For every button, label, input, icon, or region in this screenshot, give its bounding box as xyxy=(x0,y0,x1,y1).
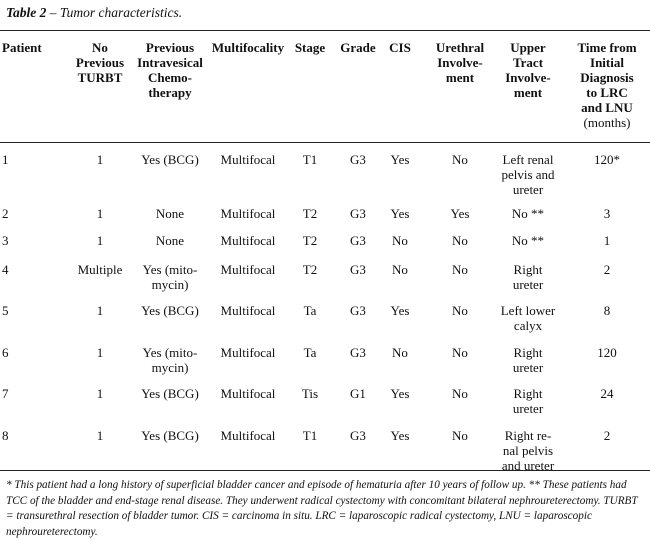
header-line: TURBT xyxy=(77,70,123,85)
cell-r1-grade: G3 xyxy=(350,152,366,167)
cell-r6-multifocality: Multifocal xyxy=(220,345,276,360)
cell-r4-time: 2 xyxy=(603,262,611,277)
cell-r4-urethral: No xyxy=(452,262,468,277)
cell-r7-time: 24 xyxy=(600,386,614,401)
cell-r5-upper-tract: Left lower calyx xyxy=(500,303,556,333)
header-line: Upper xyxy=(510,40,546,55)
header-line: Time from xyxy=(577,40,637,55)
cell-r6-grade: G3 xyxy=(350,345,366,360)
header-upper-tract xyxy=(492,40,564,100)
caption-separator: – xyxy=(46,5,60,20)
cell-r2-patient: 2 xyxy=(2,206,9,221)
header-cis xyxy=(386,40,414,55)
header-line: Intravesical xyxy=(137,55,203,70)
cell-r6-previous-intravesical: Yes (mito- mycin) xyxy=(142,345,198,375)
cell-r5-urethral: No xyxy=(452,303,468,318)
header-line: Multifocality xyxy=(211,40,285,55)
header-line: ment xyxy=(445,70,475,85)
header-line: to LRC xyxy=(586,85,628,100)
header-rule xyxy=(0,142,650,143)
cell-r1-no-previous-turbt: 1 xyxy=(96,152,104,167)
cell-r4-no-previous-turbt: Multiple xyxy=(77,262,123,277)
cell-r1-cis: Yes xyxy=(390,152,410,167)
cell-r7-stage: Tis xyxy=(301,386,319,401)
cell-r7-previous-intravesical: Yes (BCG) xyxy=(141,386,199,401)
cell-r8-upper-tract: Right re- nal pelvis and ureter xyxy=(501,428,555,473)
cell-r6-upper-tract: Right ureter xyxy=(512,345,544,375)
header-line: Grade xyxy=(340,40,376,55)
cell-r2-multifocality: Multifocal xyxy=(220,206,276,221)
cell-r1-stage: T1 xyxy=(302,152,318,167)
cell-r8-cis: Yes xyxy=(390,428,410,443)
cell-r2-urethral: Yes xyxy=(450,206,470,221)
header-grade xyxy=(339,40,377,55)
cell-r1-patient: 1 xyxy=(2,152,9,167)
header-stage xyxy=(293,40,327,55)
cell-r8-no-previous-turbt: 1 xyxy=(96,428,104,443)
table-label: Table 2 xyxy=(6,5,47,20)
cell-r8-time: 2 xyxy=(603,428,611,443)
cell-r1-urethral: No xyxy=(452,152,468,167)
cell-r8-stage: T1 xyxy=(302,428,318,443)
cell-r8-previous-intravesical: Yes (BCG) xyxy=(141,428,199,443)
cell-r8-urethral: No xyxy=(452,428,468,443)
cell-r8-grade: G3 xyxy=(350,428,366,443)
cell-r6-cis: No xyxy=(392,345,408,360)
cell-r4-cis: No xyxy=(392,262,408,277)
cell-r6-stage: Ta xyxy=(303,345,317,360)
cell-r1-time: 120* xyxy=(594,152,620,167)
cell-r2-cis: Yes xyxy=(390,206,410,221)
cell-r4-previous-intravesical: Yes (mito- mycin) xyxy=(142,262,198,292)
cell-r8-multifocality: Multifocal xyxy=(220,428,276,443)
cell-r8-patient: 8 xyxy=(2,428,9,443)
table-title: Tumor characteristics. xyxy=(59,5,183,20)
cell-r2-grade: G3 xyxy=(350,206,366,221)
cell-r5-multifocality: Multifocal xyxy=(220,303,276,318)
cell-r2-stage: T2 xyxy=(302,206,318,221)
header-line: No xyxy=(92,40,108,55)
cell-r7-no-previous-turbt: 1 xyxy=(96,386,104,401)
table-caption xyxy=(6,5,182,21)
header-line: Involve- xyxy=(437,55,483,70)
cell-r5-no-previous-turbt: 1 xyxy=(96,303,104,318)
cell-r3-time: 1 xyxy=(603,233,611,248)
cell-r3-patient: 3 xyxy=(2,233,9,248)
cell-r4-grade: G3 xyxy=(350,262,366,277)
header-patient xyxy=(2,40,58,55)
cell-r1-previous-intravesical: Yes (BCG) xyxy=(141,152,199,167)
cell-r6-patient: 6 xyxy=(2,345,9,360)
header-time xyxy=(566,40,648,130)
header-no-previous-turbt xyxy=(70,40,130,85)
cell-r5-time: 8 xyxy=(603,303,611,318)
cell-r2-no-previous-turbt: 1 xyxy=(96,206,104,221)
cell-r4-multifocality: Multifocal xyxy=(220,262,276,277)
cell-r5-grade: G3 xyxy=(350,303,366,318)
cell-r3-cis: No xyxy=(392,233,408,248)
header-urethral xyxy=(424,40,496,85)
header-line: Chemo- xyxy=(147,70,193,85)
cell-r5-patient: 5 xyxy=(2,303,9,318)
header-line: Initial xyxy=(590,55,624,70)
cell-r7-patient: 7 xyxy=(2,386,9,401)
header-previous-intravesical xyxy=(128,40,212,100)
cell-r2-previous-intravesical: None xyxy=(155,206,185,221)
cell-r3-no-previous-turbt: 1 xyxy=(96,233,104,248)
cell-r3-upper-tract: No ** xyxy=(511,233,545,248)
header-line: Previous xyxy=(75,55,125,70)
cell-r5-cis: Yes xyxy=(390,303,410,318)
cell-r7-multifocality: Multifocal xyxy=(220,386,276,401)
cell-r1-multifocality: Multifocal xyxy=(220,152,276,167)
cell-r3-previous-intravesical: None xyxy=(155,233,185,248)
cell-r7-urethral: No xyxy=(452,386,468,401)
header-line: Tract xyxy=(512,55,544,70)
cell-r7-grade: G1 xyxy=(350,386,366,401)
cell-r2-upper-tract: No ** xyxy=(511,206,545,221)
top-rule xyxy=(0,30,650,31)
cell-r2-time: 3 xyxy=(603,206,611,221)
cell-r3-multifocality: Multifocal xyxy=(220,233,276,248)
table-footnote: * This patient had a long history of superficial bladder cancer and episode of hematuria after 10 years of follow up. ** These patients had TCC of the bladder and end-stage renal disease. They underwent radical cystectomy with concomitant bilateral nephroureterectomy. TURBT = transurethral resection of bladder tumor. CIS = carcinoma in situ. LRC = laparoscopic radical cystectomy, LNU = laparoscopic nephroureterectomy. xyxy=(6,479,638,538)
header-line: Involve- xyxy=(505,70,551,85)
cell-r4-patient: 4 xyxy=(2,262,9,277)
cell-r7-cis: Yes xyxy=(390,386,410,401)
cell-r3-urethral: No xyxy=(452,233,468,248)
cell-r4-stage: T2 xyxy=(302,262,318,277)
cell-r3-stage: T2 xyxy=(302,233,318,248)
cell-r6-time: 120 xyxy=(597,345,617,360)
cell-r5-previous-intravesical: Yes (BCG) xyxy=(141,303,199,318)
cell-r3-grade: G3 xyxy=(350,233,366,248)
header-line: Patient xyxy=(2,40,42,55)
header-unit: (months) xyxy=(583,115,631,130)
header-multifocality xyxy=(208,40,288,55)
cell-r5-stage: Ta xyxy=(303,303,317,318)
header-line: therapy xyxy=(148,85,192,100)
cell-r4-upper-tract: Right ureter xyxy=(512,262,544,292)
cell-r6-no-previous-turbt: 1 xyxy=(96,345,104,360)
cell-r7-upper-tract: Right ureter xyxy=(512,386,544,416)
header-line: and LNU xyxy=(581,100,633,115)
header-line: ment xyxy=(513,85,543,100)
header-line: Diagnosis xyxy=(580,70,634,85)
header-line: Urethral xyxy=(435,40,485,55)
header-line: CIS xyxy=(389,40,411,55)
cell-r6-urethral: No xyxy=(452,345,468,360)
header-line: Stage xyxy=(294,40,326,55)
header-line: Previous xyxy=(145,40,195,55)
cell-r1-upper-tract: Left renal pelvis and ureter xyxy=(501,152,555,197)
